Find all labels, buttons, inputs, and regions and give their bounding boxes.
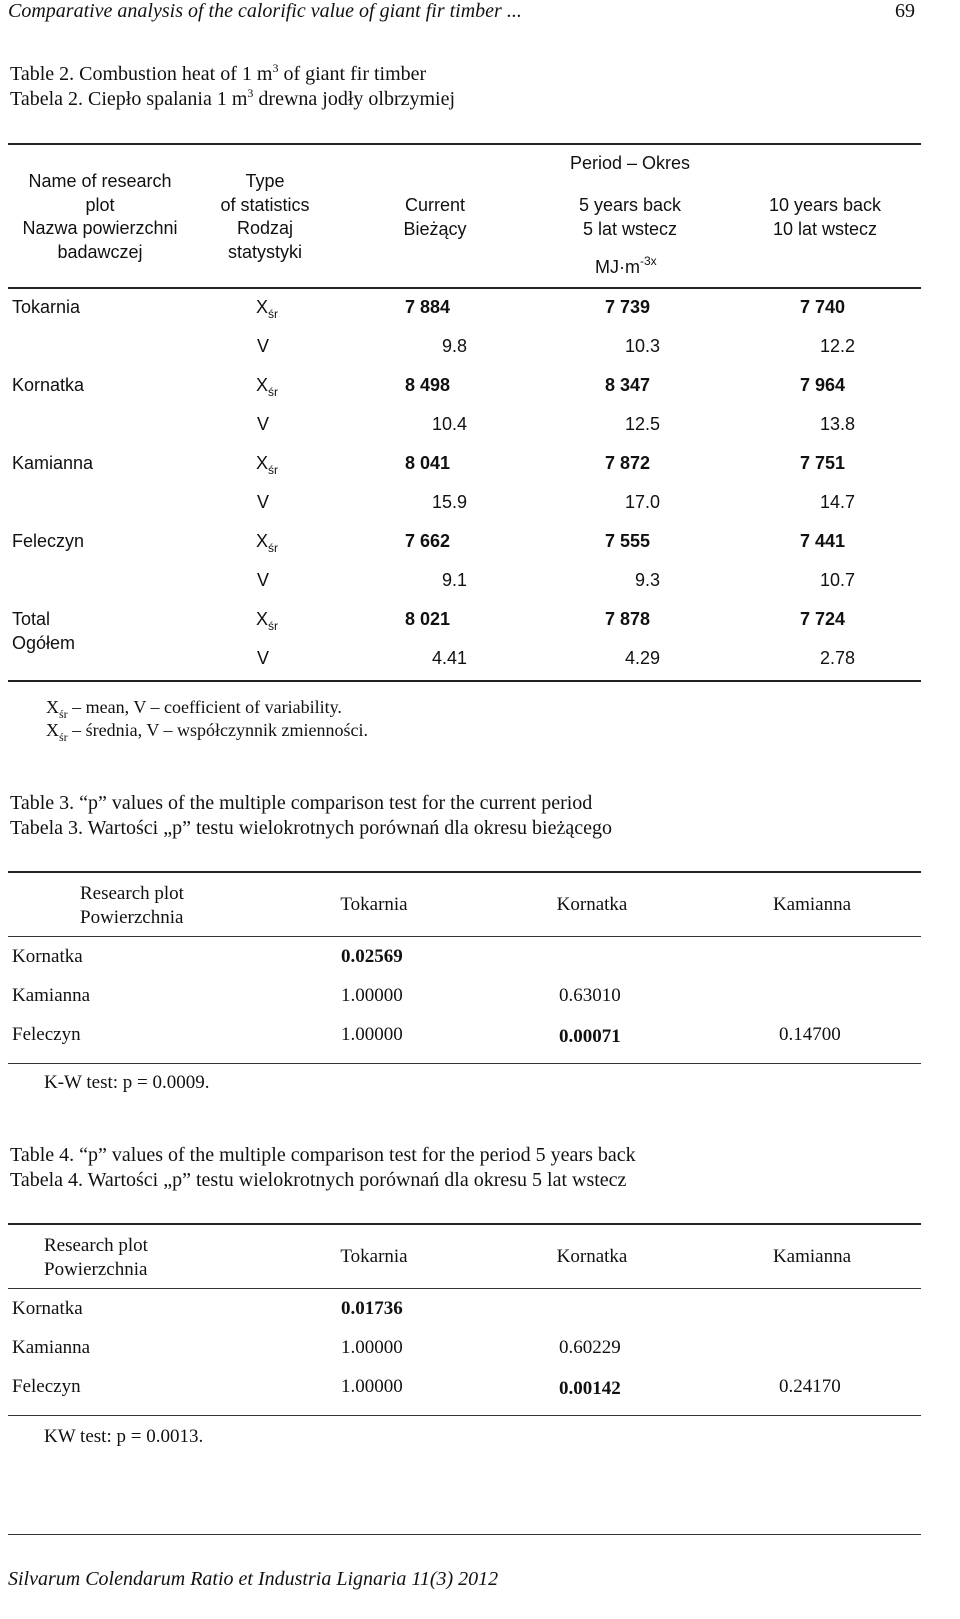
table3-caption-pl: Tabela 3. Wartości „p” testu wielokrotnych porównań dla okresu bieżącego xyxy=(10,817,612,839)
column-header: Tokarnia xyxy=(340,894,408,915)
variability-value: 15.9 xyxy=(431,492,467,512)
stat-mean-label xyxy=(256,609,279,633)
stat-mean-label xyxy=(256,375,279,399)
p-value-cell: 0.63010 xyxy=(559,985,621,1006)
mean-value: 7 739 xyxy=(605,297,651,317)
table3-header-rule xyxy=(8,936,921,937)
mean-value: 7 884 xyxy=(405,297,451,317)
p-value-cell: 1.00000 xyxy=(341,1337,403,1358)
mean-value: 7 964 xyxy=(800,375,846,395)
stat-mean-label xyxy=(256,297,279,321)
row-plot-name: Ogółem xyxy=(12,633,76,653)
table2-note-en: $X_{śr}$ – mean, V – coefficient of variability. xyxy=(46,697,342,721)
table4-top-rule xyxy=(8,1223,921,1225)
table3-header-plot: Research plot Powierzchnia xyxy=(80,883,184,928)
row-label: Kornatka xyxy=(12,1298,83,1319)
mean-value: 7 662 xyxy=(405,531,451,551)
table4-header-plot: Research plot Powierzchnia xyxy=(44,1235,148,1280)
row-plot-name: Tokarnia xyxy=(12,297,81,317)
stat-mean-subscript: śr xyxy=(268,541,279,555)
column-header: Kamianna xyxy=(772,894,852,915)
row-plot-name: Kamianna xyxy=(12,453,94,473)
stat-mean-subscript: śr xyxy=(268,463,279,477)
footer-rule xyxy=(8,1534,921,1535)
p-value-cell: 0.14700 xyxy=(779,1024,841,1045)
column-header: Kamianna xyxy=(772,1246,852,1267)
stat-mean-symbol: X xyxy=(256,609,269,629)
stat-variability-label: V xyxy=(257,570,270,590)
row-plot-name: Total xyxy=(12,609,51,629)
mean-value: 8 498 xyxy=(405,375,451,395)
header-five-years: 5 years back 5 lat wstecz xyxy=(578,195,682,239)
p-value-cell: 1.00000 xyxy=(341,1024,403,1045)
mean-value: 7 441 xyxy=(800,531,846,551)
stat-mean-symbol: X xyxy=(256,531,269,551)
stat-variability-label: V xyxy=(257,648,270,668)
variability-value: 4.29 xyxy=(624,648,660,668)
column-header: Kornatka xyxy=(556,1246,628,1267)
table2-caption-en: Table 2. Combustion heat of 1 $m^3$ of giant fir timber xyxy=(10,61,427,85)
table3-note: K-W test: p = 0.0009. xyxy=(44,1072,210,1093)
row-label: Kamianna xyxy=(12,1337,91,1358)
mean-value: 7 724 xyxy=(800,609,846,629)
stat-mean-label xyxy=(256,531,279,555)
table2-top-rule xyxy=(8,143,921,145)
stat-variability-label: V xyxy=(257,336,270,356)
row-label: Feleczyn xyxy=(12,1024,81,1045)
p-value-cell: 1.00000 xyxy=(341,1376,403,1397)
row-plot-name: Feleczyn xyxy=(12,531,85,551)
p-value-cell: 0.00071 xyxy=(559,1026,621,1047)
table4-bottom-rule xyxy=(8,1415,921,1416)
mean-value: 7 878 xyxy=(605,609,651,629)
p-value-cell: 0.24170 xyxy=(779,1376,841,1397)
variability-value: 9.8 xyxy=(441,336,467,356)
table3-caption-en: Table 3. “p” values of the multiple comparison test for the current period xyxy=(10,792,593,814)
mean-value: 7 751 xyxy=(800,453,846,473)
header-statistics-type: Type of statistics Rodzaj statystyki xyxy=(220,171,310,262)
header-period: Period – Okres xyxy=(569,153,691,173)
variability-value: 17.0 xyxy=(624,492,660,512)
p-value-cell: 1.00000 xyxy=(341,985,403,1006)
p-value-cell: 0.02569 xyxy=(341,946,403,967)
page-number: 69 xyxy=(895,0,915,22)
table3-top-rule xyxy=(8,871,921,873)
table2-header-rule xyxy=(8,287,921,289)
variability-value: 2.78 xyxy=(819,648,855,668)
stat-mean-subscript: śr xyxy=(268,307,279,321)
stat-variability-label: V xyxy=(257,414,270,434)
variability-value: 9.3 xyxy=(634,570,660,590)
mean-value: 8 041 xyxy=(405,453,451,473)
variability-value: 14.7 xyxy=(819,492,855,512)
variability-value: 13.8 xyxy=(819,414,855,434)
stat-mean-symbol: X xyxy=(256,453,269,473)
header-current: Current Bieżący xyxy=(403,195,467,239)
variability-value: 12.2 xyxy=(819,336,855,356)
column-header: Kornatka xyxy=(556,894,628,915)
mean-value: 7 872 xyxy=(605,453,651,473)
variability-value: 10.7 xyxy=(819,570,855,590)
variability-value: 10.3 xyxy=(624,336,660,356)
table4-caption-pl: Tabela 4. Wartości „p” testu wielokrotnych porównań dla okresu 5 lat wstecz xyxy=(10,1169,627,1191)
table4-caption-en: Table 4. “p” values of the multiple comparison test for the period 5 years back xyxy=(10,1144,636,1166)
variability-value: 12.5 xyxy=(624,414,660,434)
p-value-cell: 0.01736 xyxy=(341,1298,403,1319)
mean-value: 8 021 xyxy=(405,609,451,629)
table2-caption-pl: Tabela 2. Ciepło spalania 1 $m^3$ drewna jodły olbrzymiej xyxy=(10,86,456,110)
header-research-plot: Name of research plot Nazwa powierzchni badawczej xyxy=(22,171,178,262)
row-label: Kamianna xyxy=(12,985,91,1006)
running-title: Comparative analysis of the calorific value of giant fir timber ... xyxy=(8,0,522,22)
stat-variability-label: V xyxy=(257,492,270,512)
row-label: Kornatka xyxy=(12,946,83,967)
p-value-cell: 0.60229 xyxy=(559,1337,621,1358)
mean-value: 8 347 xyxy=(605,375,651,395)
stat-mean-symbol: X xyxy=(256,297,269,317)
row-plot-name: Kornatka xyxy=(12,375,85,395)
table4-note: KW test: p = 0.0013. xyxy=(44,1426,204,1447)
p-value-cell: 0.00142 xyxy=(559,1378,621,1399)
variability-value: 9.1 xyxy=(441,570,467,590)
column-header: Tokarnia xyxy=(340,1246,408,1267)
row-label: Feleczyn xyxy=(12,1376,81,1397)
header-ten-years: 10 years back 10 lat wstecz xyxy=(768,195,882,239)
mean-value: 7 555 xyxy=(605,531,651,551)
mean-value: 7 740 xyxy=(800,297,846,317)
variability-value: 4.41 xyxy=(431,648,467,668)
stat-mean-label xyxy=(256,453,279,477)
variability-value: 10.4 xyxy=(431,414,467,434)
journal-footer: Silvarum Colendarum Ratio et Industria Lignaria 11(3) 2012 xyxy=(8,1568,499,1590)
stat-mean-symbol: X xyxy=(256,375,269,395)
table3-bottom-rule xyxy=(8,1063,921,1064)
stat-mean-subscript: śr xyxy=(268,385,279,399)
header-unit: $MJ\cdot m^{-3x}$ xyxy=(595,254,657,277)
table4-header-rule xyxy=(8,1288,921,1289)
table2-note-pl: $X_{śr}$ – średnia, V – współczynnik zmienności. xyxy=(46,720,368,744)
stat-mean-subscript: śr xyxy=(268,619,279,633)
table2-bottom-rule xyxy=(8,680,921,682)
